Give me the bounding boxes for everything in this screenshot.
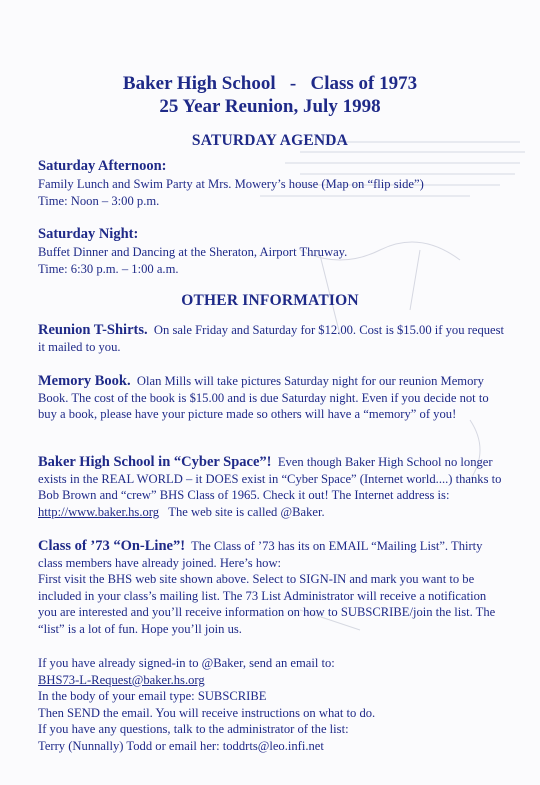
saturday-afternoon-section bbox=[38, 157, 508, 209]
memory-book-lead: Memory Book. bbox=[38, 373, 131, 389]
header-line-1 bbox=[0, 72, 540, 95]
reunion-title: 25 Year Reunion, July 1998 bbox=[159, 96, 381, 117]
signed-in-line-5: If you have any questions, talk to the administrator of the list: bbox=[38, 722, 349, 737]
memory-book-section bbox=[38, 373, 508, 423]
cyber-space-section bbox=[38, 454, 508, 520]
saturday-afternoon-time: Time: Noon – 3:00 p.m. bbox=[38, 193, 160, 208]
saturday-night-time: Time: 6:30 p.m. – 1:00 a.m. bbox=[38, 261, 179, 276]
online-text-1: The Class of ’73 has its on EMAIL “Mailing List”. Thirty class members have already joined. Here’s how: bbox=[38, 539, 483, 570]
class-year: Class of 1973 bbox=[310, 73, 418, 94]
cyber-space-text-after: The web site is called @Baker. bbox=[168, 504, 325, 519]
signed-in-section bbox=[38, 655, 508, 755]
subscribe-email-link[interactable]: BHS73-L-Request@baker.hs.org bbox=[38, 672, 205, 687]
saturday-night-title: Saturday Night: bbox=[38, 226, 139, 242]
bhs-website-link[interactable]: http://www.baker.hs.org bbox=[38, 504, 160, 519]
cyber-space-text: Even though Baker High School no longer exists in the REAL WORLD – it DOES exist in “Cyber Space” (Internet world....) thanks to Bob Brown and “crew” BHS Class of 1965. Check it out! The Internet address is: bbox=[38, 455, 502, 503]
saturday-afternoon-event: Family Lunch and Swim Party at Mrs. Mowery’s house (Map on “flip side”) bbox=[38, 177, 424, 191]
signed-in-line-1: If you have already signed-in to @Baker, send an email to: bbox=[38, 656, 335, 670]
saturday-night-section bbox=[38, 225, 508, 277]
memory-book-text: Olan Mills will take pictures Saturday night for our reunion Memory Book. The cost of the book is $15.00 and is due Saturday night. Even if you decide not to buy a book, please have your picture made so others will have a “memory” of you! bbox=[38, 374, 489, 422]
saturday-afternoon-title: Saturday Afternoon: bbox=[38, 158, 167, 174]
online-text-2: First visit the BHS web site shown above. Select to SIGN-IN and mark you want to be included in your class’s mailing list. The 73 List Administrator will receive a notification you are interested and you’ll receive information on how to SUBSCRIBE/join the list. The “list” is a lot of fun. Hope you’ll join us. bbox=[38, 572, 496, 636]
school-name: Baker High School bbox=[122, 73, 276, 94]
saturday-agenda-heading: SATURDAY AGENDA bbox=[191, 132, 349, 149]
tshirts-section bbox=[38, 322, 508, 355]
other-information-heading: OTHER INFORMATION bbox=[181, 292, 359, 309]
tshirts-text: On sale Friday and Saturday for $12.00. Cost is $15.00 if you request it mailed to you. bbox=[38, 323, 505, 354]
signed-in-line-3: In the body of your email type: SUBSCRIBE bbox=[38, 689, 267, 704]
title-separator: - bbox=[289, 73, 297, 94]
saturday-night-event: Buffet Dinner and Dancing at the Sheraton, Airport Thruway. bbox=[38, 245, 348, 259]
online-lead: Class of ’73 “On-Line”! bbox=[38, 538, 186, 554]
cyber-space-lead: Baker High School in “Cyber Space”! bbox=[38, 454, 272, 470]
signed-in-line-4: Then SEND the email. You will receive instructions on what to do. bbox=[38, 705, 376, 720]
signed-in-line-6: Terry (Nunnally) Todd or email her: toddrts@leo.infi.net bbox=[38, 738, 324, 753]
online-section bbox=[38, 538, 508, 638]
tshirts-lead: Reunion T-Shirts. bbox=[38, 322, 148, 338]
